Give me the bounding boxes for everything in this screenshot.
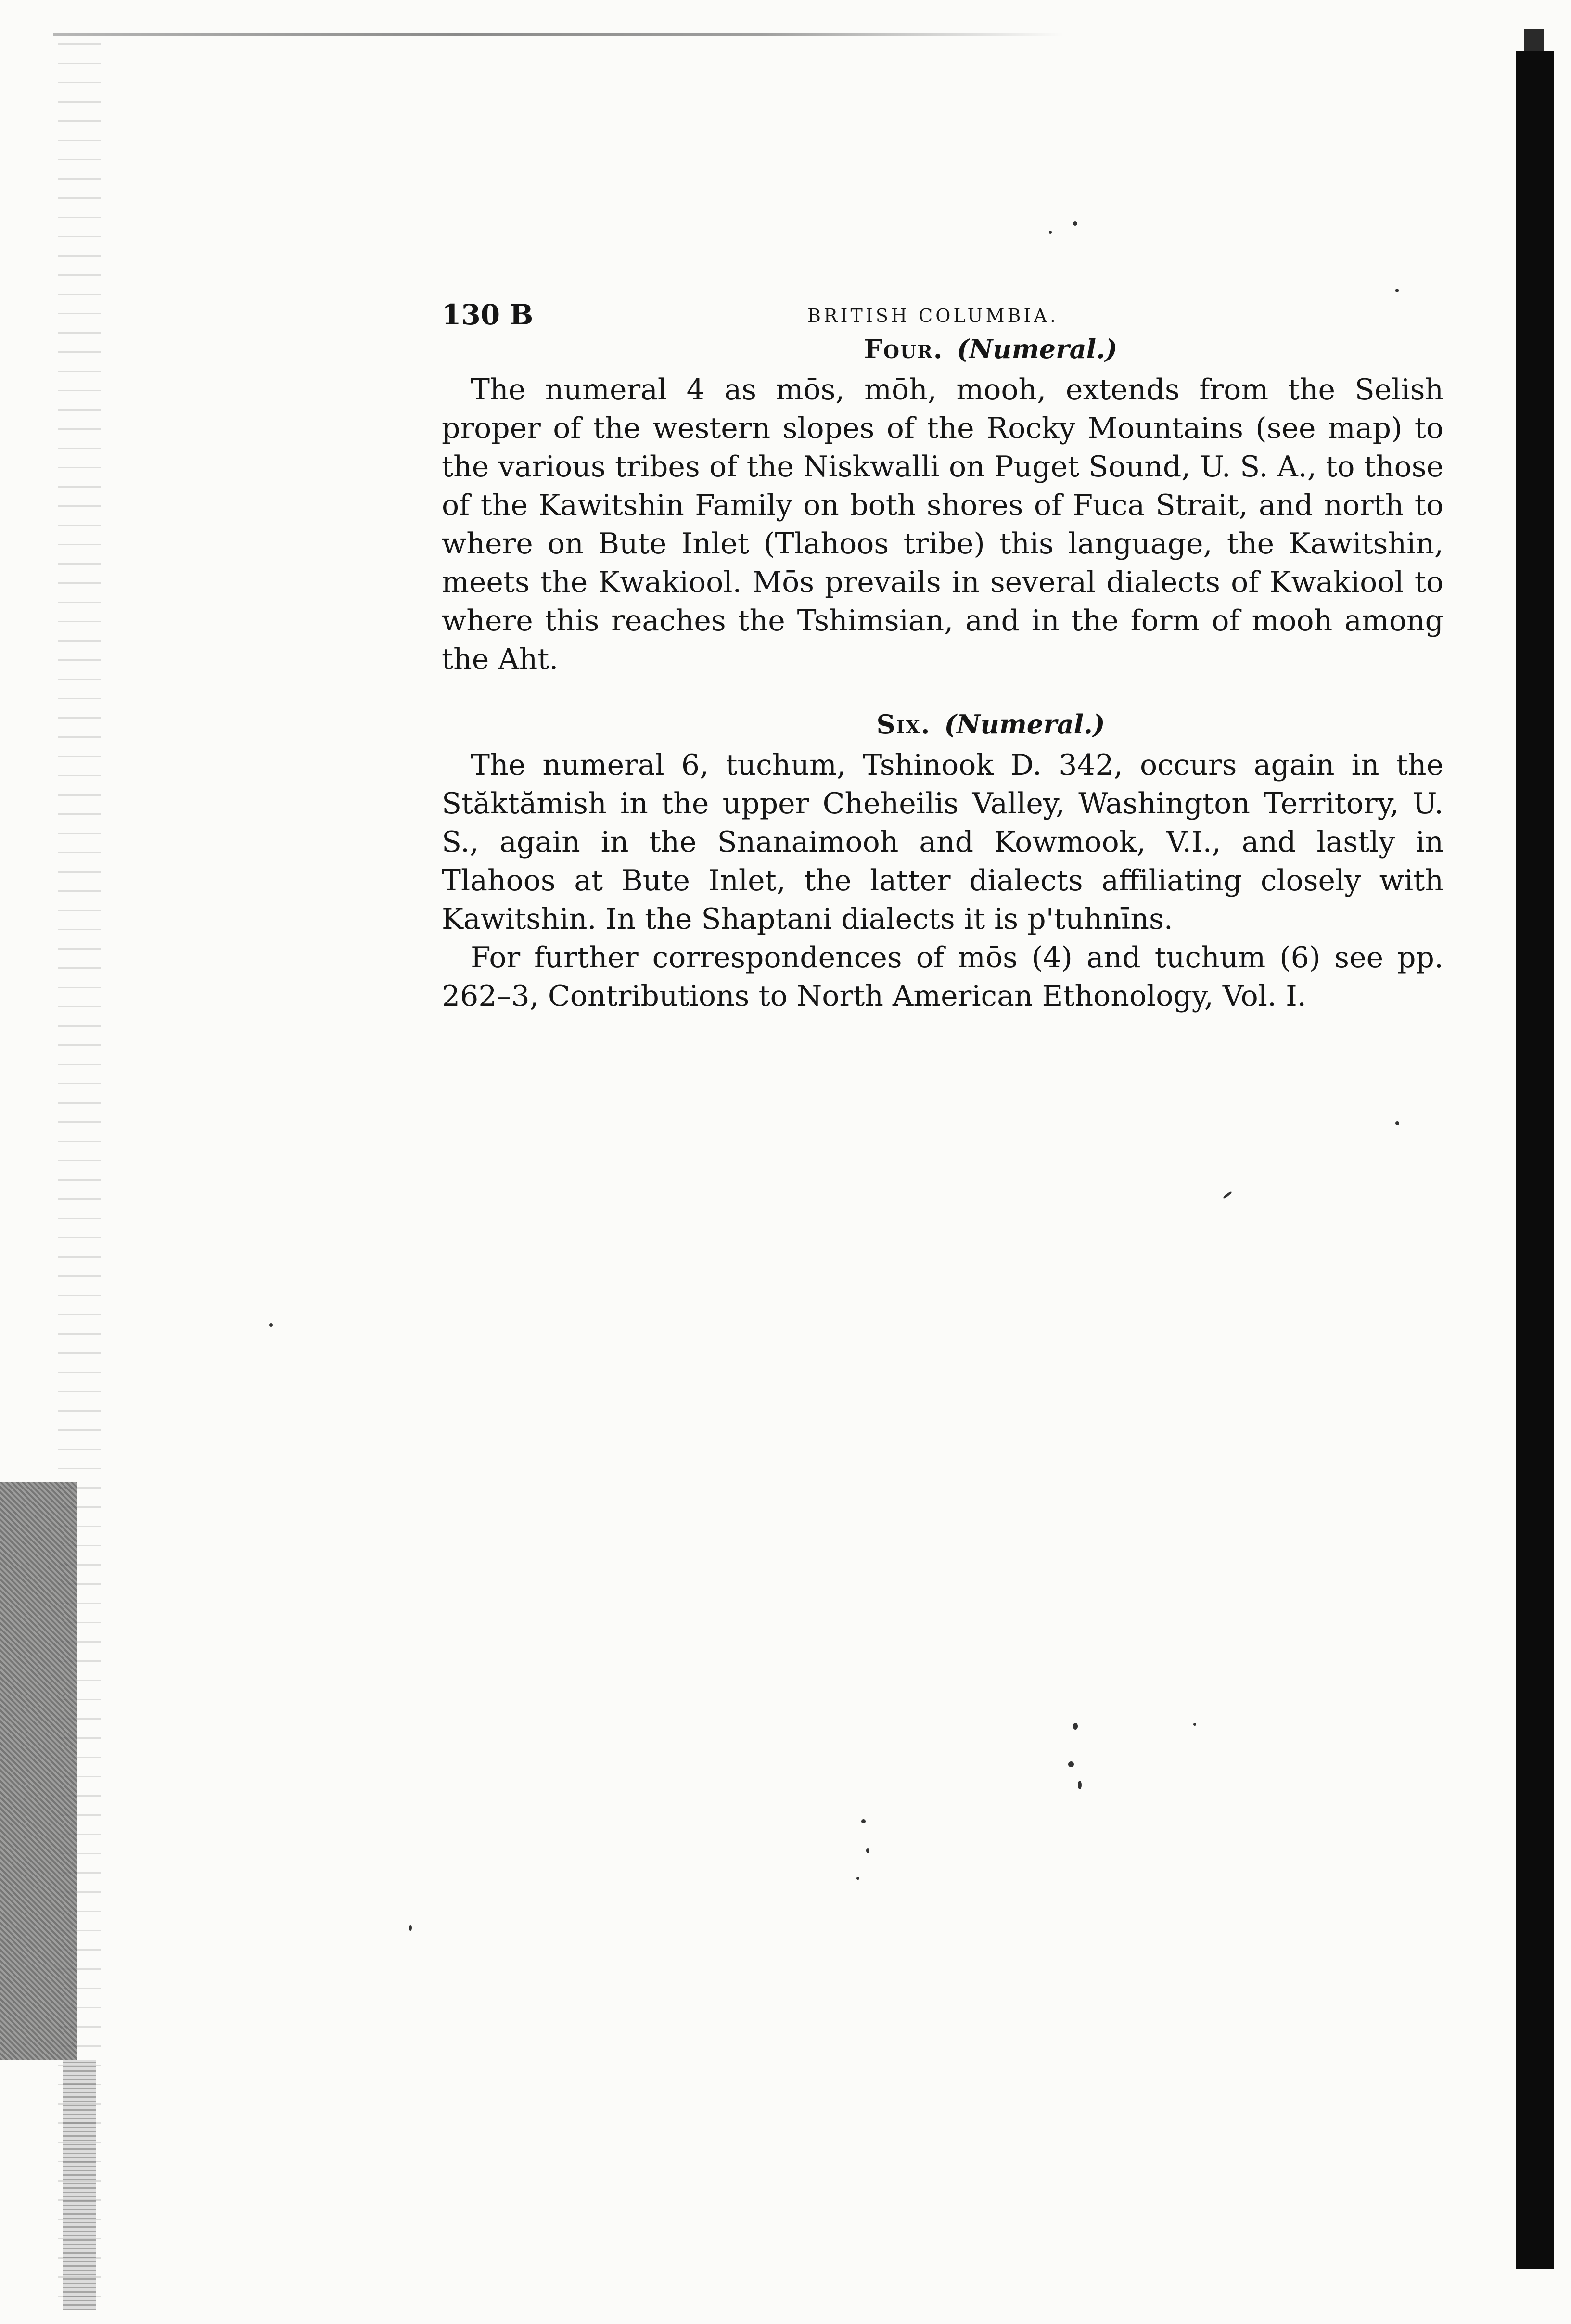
scan-top-rule [53, 33, 1063, 36]
running-title: BRITISH COLUMBIA. [807, 305, 1059, 326]
section-subtitle: (Numeral.) [944, 709, 1105, 740]
scan-speck [1049, 231, 1052, 234]
section-heading [442, 707, 1443, 741]
scan-speck [269, 1323, 273, 1327]
section-heading [442, 332, 1443, 366]
section-six [442, 707, 1443, 1015]
scan-speck [1395, 1121, 1399, 1125]
scan-speck [866, 1848, 869, 1853]
paragraph: For further correspondences of mōs (4) and tuchum (6) see pp. 262–3, Contributions to North American Ethonology, Vol. I. [442, 941, 1443, 1014]
book-page [442, 289, 1443, 1015]
scan-right-edge-bar [1516, 51, 1554, 2269]
scan-speck [1223, 1191, 1233, 1200]
paragraph: The numeral 4 as mōs, mōh, mooh, extends from the Selish proper of the western slopes of the Rocky Mountains (see map) to the various tribes of the Niskwalli on Puget Sound, U. S. A., to those of the Kawitshin Family on both shores of Fuca Strait, and north to where on Bute Inlet (Tlahoos tribe) this language, the Kawitshin, meets the Kwakiool. Mōs prevails in several dialects of Kwakiool to where this reaches the Tshimsian, and in the form of mooh among the Aht. [442, 373, 1443, 677]
scan-speck [1068, 1761, 1074, 1767]
scan-speck [856, 1877, 859, 1880]
page-number: 130 B [442, 298, 534, 331]
section-four [442, 332, 1443, 679]
paragraph: The numeral 6, tuchum, Tshinook D. 342, occurs again in the Stăktămish in the upper Cheheilis Valley, Washington Territory, U. S., again in the Snanaimooh and Kowmook, V.I., and lastly in Tlahoos at Bute Inlet, the latter dialects affiliating closely with Kawitshin. In the Shaptani dialects it is p'tuhnīns. [442, 748, 1443, 937]
section-subtitle: (Numeral.) [957, 334, 1118, 364]
scan-speck [1193, 1723, 1196, 1726]
section-title: Four. [864, 334, 944, 364]
scan-left-bottom-block [63, 2060, 96, 2310]
scan-speck [1078, 1781, 1082, 1789]
scan-speck [409, 1925, 412, 1931]
scan-speck [1073, 221, 1077, 226]
scan-speck [1073, 1723, 1078, 1730]
scan-left-gray-block [0, 1482, 77, 2060]
section-title: Six. [876, 709, 931, 740]
running-head [442, 289, 1443, 332]
scan-speck [861, 1819, 866, 1823]
